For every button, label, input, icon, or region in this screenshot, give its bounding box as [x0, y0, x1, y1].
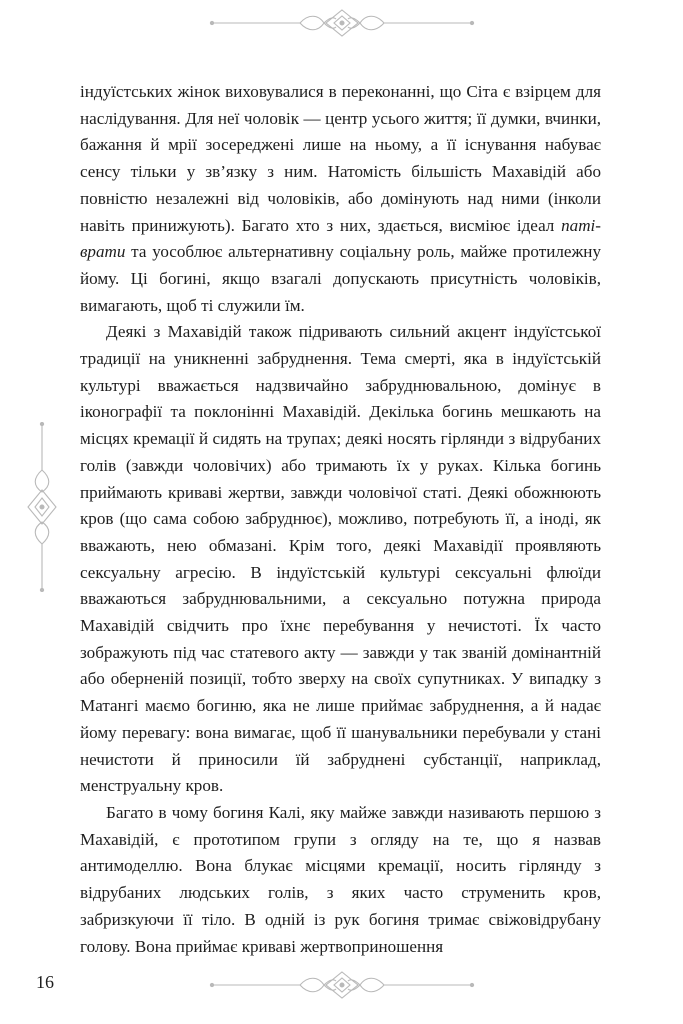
- ornament-top-icon: [208, 6, 476, 40]
- italic-term: паті-врати: [80, 215, 601, 262]
- ornament-side-icon: [22, 422, 62, 592]
- ornament-bottom-icon: [208, 968, 476, 1002]
- paragraph-1: [80, 79, 601, 319]
- paragraph-1-text-before: індуїстських жінок виховувалися в переконанні, що Сіта є взірцем для наслідування. Для неї чоловік — центр усього життя; її думки, вчинки, бажання й мрії зосереджені лише на ньому, а її існування набуває сенсу тільки у зв’язку з ним. Натомість більшість Махавідій або повністю незалежні від чоловіків, або домінують над ними (інколи навіть принижують). Багато хто з них, здається, висміює ідеал: [80, 82, 601, 235]
- page-number: 16: [36, 972, 54, 992]
- body-text: [80, 79, 601, 960]
- paragraph-3: Багато в чому богиня Калі, яку майже завжди називають першою з Махавідій, є прототипом групи з огляду на те, що я назвав антимоделлю. Вона блукає місцями кремації, носить гірлянду з відрубаних людських голів, з яких часто струменить кров, забризкуючи її тіло. В одній із рук богиня тримає свіжовідрубану голову. Вона приймає криваві жертвоприношення: [80, 802, 601, 956]
- paragraph-2: Деякі з Махавідій також підривають сильний акцент індуїстської традиції на уникненні забруднення. Тема смерті, яка в індуїстській культурі вважається надзвичайно забруднювальною, домінує в іконографії та поклонінні Махавідій. Декілька богинь мешкають на місцях кремації й сидять на трупах; деякі носять гірлянди з відрубаних голів (завжди чоловічих) або тримають їх у руках. Кілька богинь приймають криваві жертви, завжди чоловічої статі. Деякі обожнюють кров (що сама собою забруднює), можливо, потребують її, а іноді, як вважають, нею обмазані. Крім того, деякі Махавідії проявляють сексуальну агресію. В індуїстській культурі сексуальні флюїди вважаються забруднювальними, а сексуально потужна природа Махавідій свідчить про їхнє перебування у нечистоті. Їх часто зображують під час статевого акту — завжди у так званій домінантній або оберненій позиції, тобто зверху на своїх супутниках. У випадку з Матангі маємо богиню, яка не лише приймає забруднення, а й надає йому перевагу: вона вимагає, щоб її шанувальники перебували у стані нечистоти й приносили їй забруднені субстанції, наприклад, менструальну кров.: [80, 322, 601, 796]
- paragraph-1-text-after: та уособлює альтернативну соціальну роль, майже протилежну йому. Ці богині, якщо взагалі допускають присутність чоловіків, вимагають, щоб ті служили їм.: [80, 242, 601, 315]
